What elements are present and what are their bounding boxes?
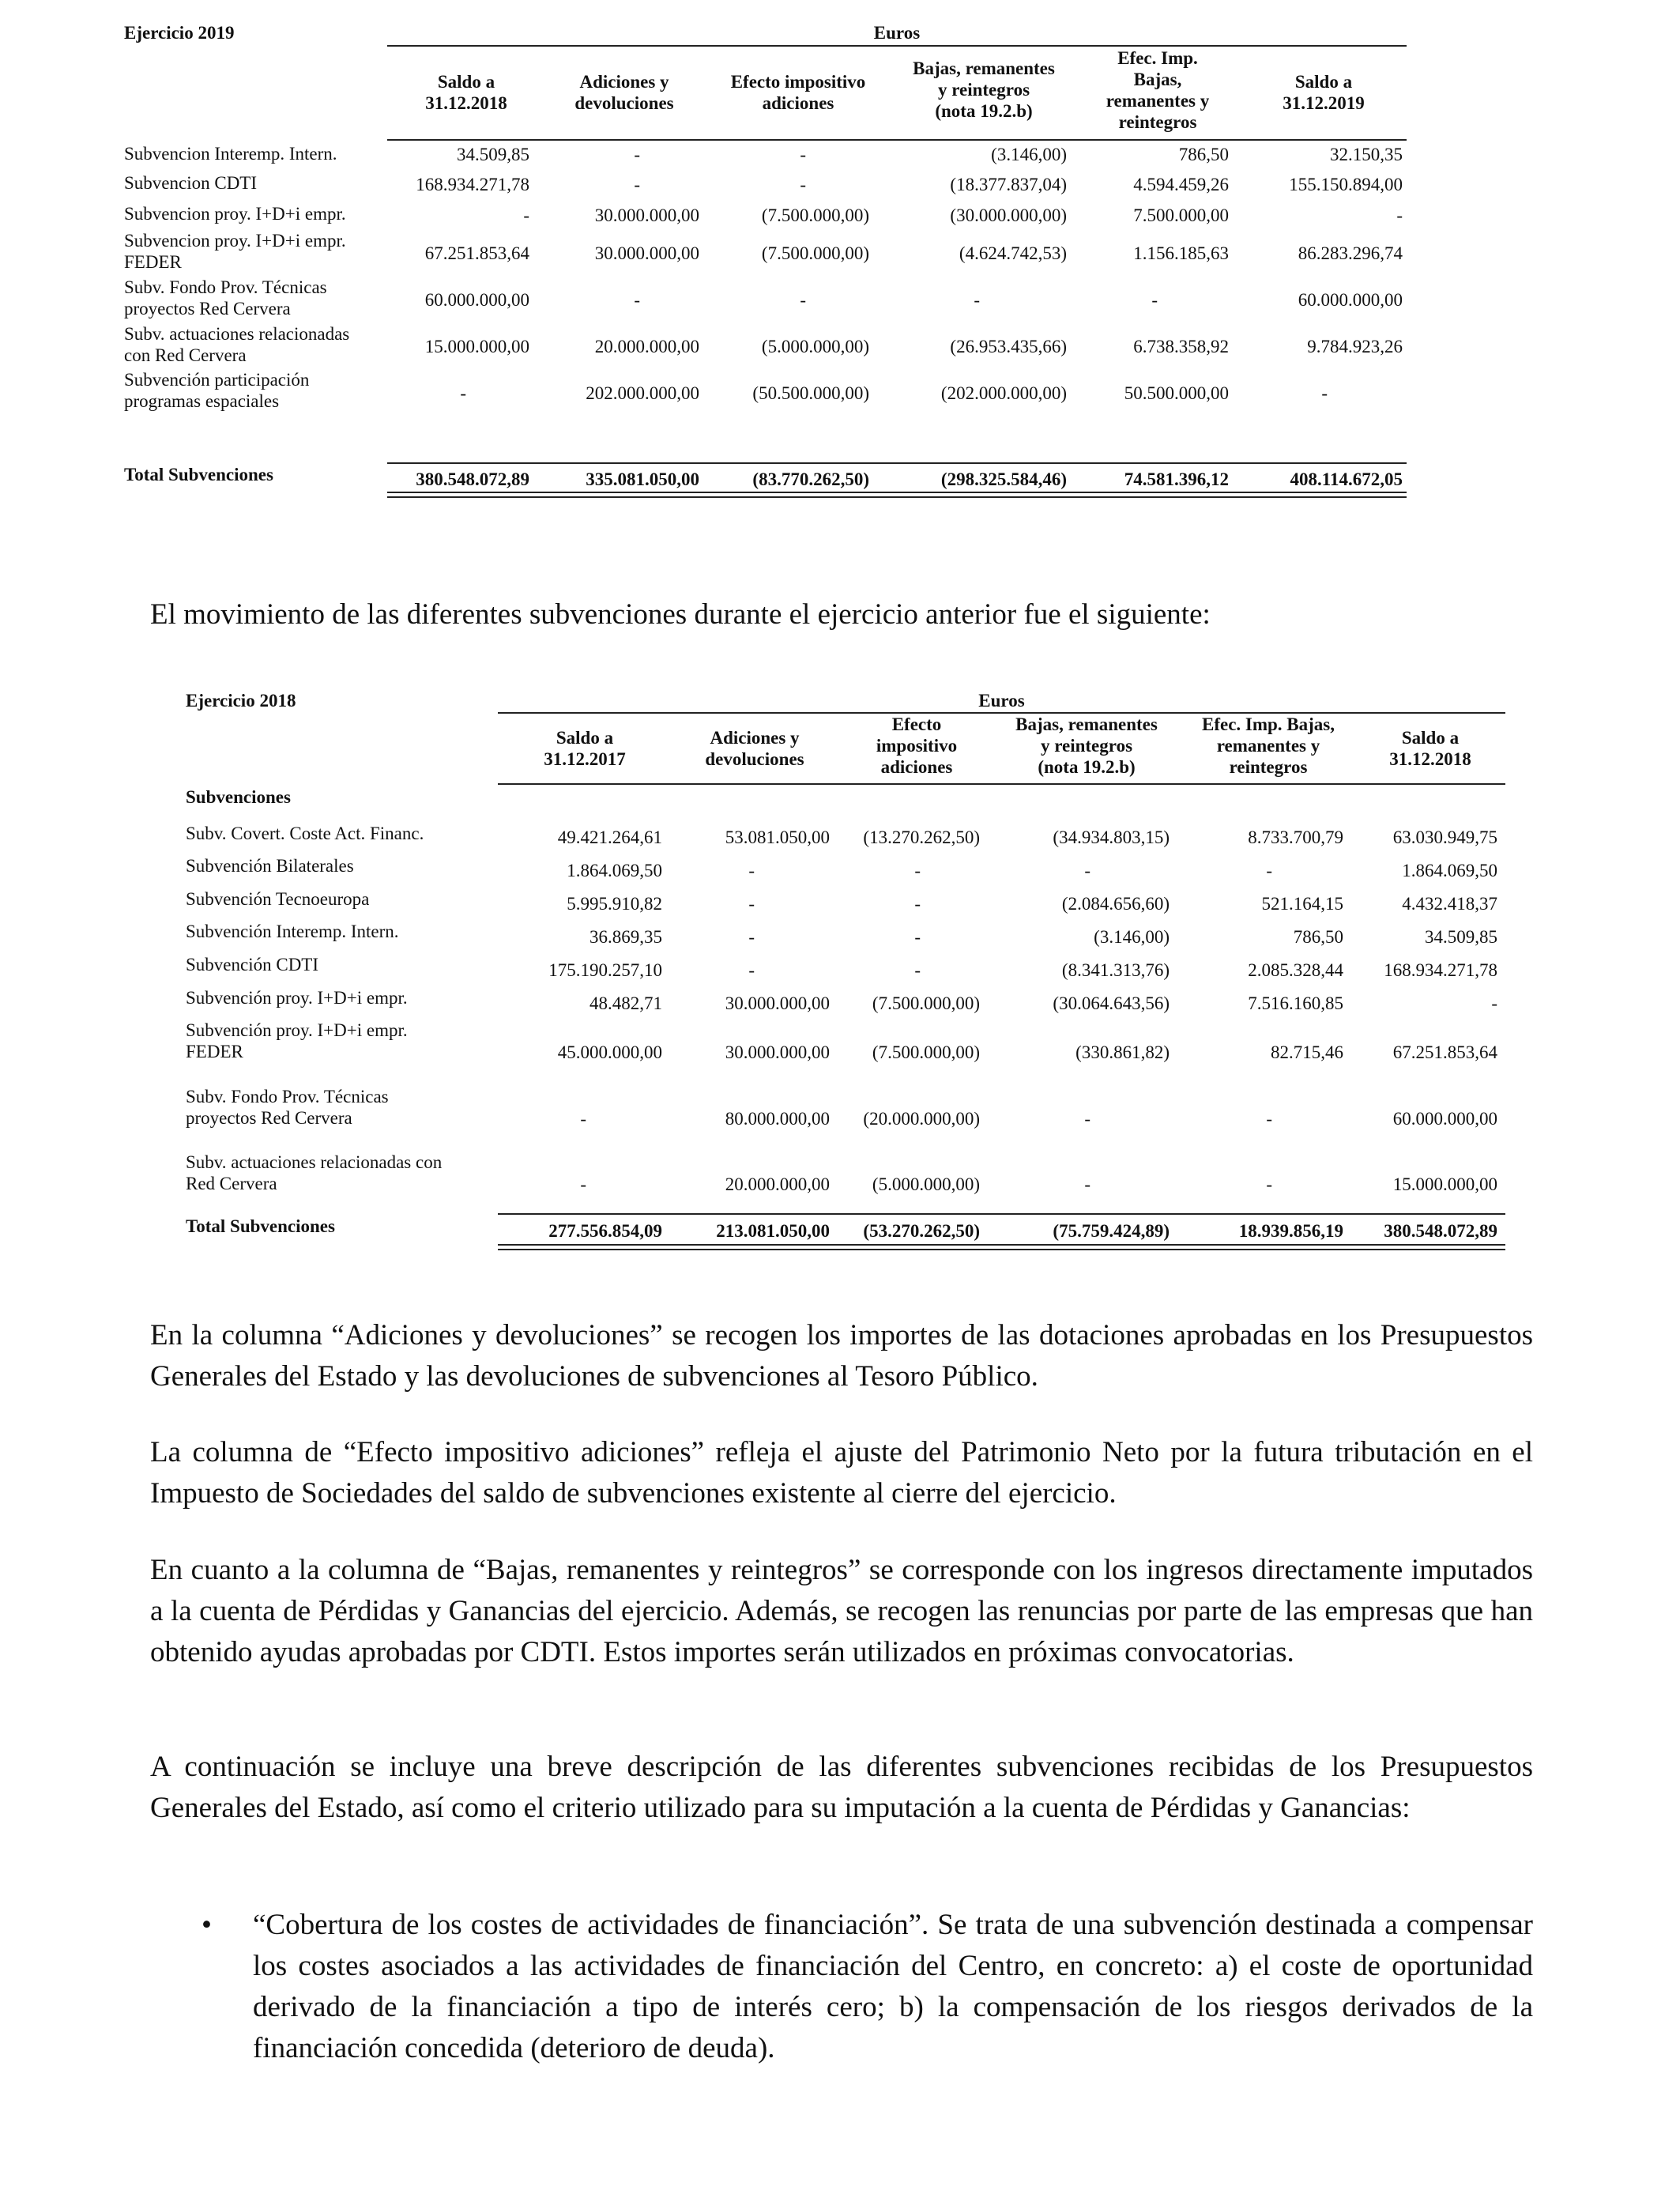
cell: 49.421.264,61 — [557, 827, 662, 847]
total-label: Total Subvenciones — [124, 465, 273, 484]
col-header: Saldo a 31.12.2018 — [425, 72, 507, 113]
cell: 8.733.700,79 — [1248, 827, 1343, 847]
cell: - — [914, 960, 921, 980]
cell: - — [1266, 1109, 1272, 1129]
cell: (7.500.000,00) — [872, 1042, 980, 1062]
cell: 63.030.949,75 — [1392, 827, 1497, 847]
cell: 1.864.069,50 — [1402, 861, 1497, 880]
total-cell: 74.581.396,12 — [1124, 469, 1229, 489]
row-label: Subv. Fondo Prov. Técnicas proyectos Red Cervera — [186, 1087, 389, 1128]
col-header: Saldo a 31.12.2019 — [1283, 72, 1365, 113]
col-header: Saldo a 31.12.2018 — [1389, 728, 1471, 769]
cell: 168.934.271,78 — [416, 175, 529, 194]
col-header: Saldo a 31.12.2017 — [544, 728, 626, 769]
cell: 60.000.000,00 — [424, 290, 529, 310]
cell: 80.000.000,00 — [725, 1109, 830, 1129]
cell: - — [800, 145, 806, 164]
col-header: Efec. Imp. Bajas, remanentes y reintegros — [1106, 48, 1210, 132]
intro-paragraph: El movimiento de las diferentes subvenciones durante el ejercicio anterior fue el siguiente: — [150, 598, 1211, 631]
euros-header: Euros — [978, 691, 1025, 711]
total-cell: 380.548.072,89 — [416, 469, 529, 489]
cell: 786,50 — [1293, 927, 1343, 947]
col-header: Efecto impositivo adiciones — [730, 72, 866, 113]
total-cell: (83.770.262,50) — [752, 469, 869, 489]
cell: 86.283.296,74 — [1298, 243, 1403, 263]
cell: 168.934.271,78 — [1384, 960, 1497, 980]
cell: 50.500.000,00 — [1124, 383, 1229, 403]
cell: - — [523, 205, 529, 225]
row-label: Subv. actuaciones relacionadas con Red Cervera — [124, 324, 350, 365]
cell: (26.953.435,66) — [950, 337, 1067, 356]
cell: 521.164,15 — [1261, 894, 1343, 914]
row-label: Subvención participación programas espaciales — [124, 370, 310, 411]
cell: 9.784.923,26 — [1307, 337, 1403, 356]
row-label: Subvención Tecnoeuropa — [186, 889, 370, 909]
total-cell: 277.556.854,09 — [548, 1221, 662, 1241]
col-header: Efecto impositivo adiciones — [876, 714, 958, 777]
table-title: Ejercicio 2018 — [186, 691, 296, 711]
paragraph-continuacion: A continuación se incluye una breve descripción de las diferentes subvenciones recibidas de los Presupuestos Generales del Estado, así como el criterio utilizado para su imputación a la cuenta de Pérdidas y Ganancias: — [150, 1751, 1533, 1824]
cell: 1.156.185,63 — [1133, 243, 1229, 263]
total-top-rule — [498, 1213, 1505, 1215]
cell: - — [800, 175, 806, 194]
row-label: Subvención proy. I+D+i empr. FEDER — [186, 1020, 408, 1061]
cell: - — [748, 861, 755, 880]
paragraph-adiciones: En la columna “Adiciones y devoluciones” se recogen los importes de las dotaciones aprobadas en los Presupuestos Generales del Estado y las devoluciones de subvenciones al Tesoro Público. — [150, 1319, 1533, 1393]
cell: 7.500.000,00 — [1133, 205, 1229, 225]
cell: 4.594.459,26 — [1133, 175, 1229, 194]
cell: 2.085.328,44 — [1248, 960, 1343, 980]
cell: (3.146,00) — [991, 145, 1067, 164]
cell: 53.081.050,00 — [725, 827, 830, 847]
row-label: Subv. Covert. Coste Act. Financ. — [186, 824, 424, 843]
cell: 202.000.000,00 — [586, 383, 699, 403]
cell: 20.000.000,00 — [594, 337, 699, 356]
euros-header: Euros — [873, 23, 921, 43]
total-cell: 380.548.072,89 — [1384, 1221, 1497, 1241]
col-header: Adiciones y devoluciones — [574, 72, 674, 113]
cell: 155.150.894,00 — [1289, 175, 1403, 194]
cell: 15.000.000,00 — [1392, 1174, 1497, 1194]
cell: 48.482,71 — [590, 993, 662, 1013]
row-label: Subvencion proy. I+D+i empr. FEDER — [124, 231, 346, 272]
row-label: Subvencion proy. I+D+i empr. — [124, 204, 346, 224]
total-double-rule — [498, 1244, 1505, 1250]
cell: - — [1084, 1109, 1090, 1129]
section-label: Subvenciones — [186, 787, 291, 807]
cell: (18.377.837,04) — [950, 175, 1067, 194]
cell: 30.000.000,00 — [594, 205, 699, 225]
cell: (8.341.313,76) — [1061, 960, 1170, 980]
cell: (5.000.000,00) — [761, 337, 869, 356]
cell: 7.516.160,85 — [1248, 993, 1343, 1013]
row-label: Subvención proy. I+D+i empr. — [186, 988, 408, 1008]
col-header: Bajas, remanentes y reintegros (nota 19.2.b) — [1015, 714, 1158, 777]
cell: - — [580, 1174, 586, 1194]
cell: 45.000.000,00 — [557, 1042, 662, 1062]
cell: (2.084.656,60) — [1061, 894, 1170, 914]
cell: (30.000.000,00) — [950, 205, 1067, 225]
cell: 82.715,46 — [1271, 1042, 1343, 1062]
cell: - — [634, 145, 640, 164]
total-label: Total Subvenciones — [186, 1216, 335, 1236]
cell: - — [460, 383, 466, 403]
cell: 32.150,35 — [1330, 145, 1403, 164]
cell: 36.869,35 — [590, 927, 662, 947]
col-header: Adiciones y devoluciones — [705, 728, 804, 769]
cell: (5.000.000,00) — [872, 1174, 980, 1194]
cell: 34.509,85 — [1425, 927, 1497, 947]
cell: (20.000.000,00) — [863, 1109, 980, 1129]
cell: 60.000.000,00 — [1298, 290, 1403, 310]
col-header: Bajas, remanentes y reintegros (nota 19.2.b) — [913, 58, 1055, 121]
cell: - — [634, 290, 640, 310]
cell: 67.251.853,64 — [1392, 1042, 1497, 1062]
cell: 5.995.910,82 — [567, 894, 662, 914]
table-title: Ejercicio 2019 — [124, 23, 235, 43]
cell: - — [634, 175, 640, 194]
cell: (7.500.000,00) — [761, 205, 869, 225]
cell: (34.934.803,15) — [1053, 827, 1170, 847]
cell: - — [914, 861, 921, 880]
row-label: Subvencion Interemp. Intern. — [124, 144, 337, 164]
cell: - — [1084, 1174, 1090, 1194]
cell: (330.861,82) — [1075, 1042, 1170, 1062]
cell: 175.190.257,10 — [548, 960, 662, 980]
cell: (30.064.643,56) — [1053, 993, 1170, 1013]
cell: 4.432.418,37 — [1402, 894, 1497, 914]
paragraph-bajas: En cuanto a la columna de “Bajas, remanentes y reintegros” se corresponde con los ingresos directamente imputados a la cuenta de Pérdidas y Ganancias del ejercicio. Además, se recogen las renuncias por parte de las empresas que han obtenido ayudas aprobadas por CDTI. Estos importes serán utilizados en próximas convocatorias. — [150, 1554, 1533, 1668]
cell: 1.864.069,50 — [567, 861, 662, 880]
cell: - — [1084, 861, 1090, 880]
cell: - — [748, 927, 755, 947]
cell: 15.000.000,00 — [424, 337, 529, 356]
total-cell: 213.081.050,00 — [716, 1221, 830, 1241]
cell: (3.146,00) — [1094, 927, 1170, 947]
cell: - — [1266, 1174, 1272, 1194]
cell: 20.000.000,00 — [725, 1174, 830, 1194]
cell: - — [974, 290, 980, 310]
cell: 786,50 — [1178, 145, 1229, 164]
cell: (7.500.000,00) — [761, 243, 869, 263]
cell: 34.509,85 — [457, 145, 529, 164]
cell: (4.624.742,53) — [959, 243, 1067, 263]
cell: - — [748, 894, 755, 914]
header-bottom-rule — [498, 783, 1505, 785]
cell: - — [914, 894, 921, 914]
cell: 60.000.000,00 — [1392, 1109, 1497, 1129]
paragraph-efecto: La columna de “Efecto impositivo adiciones” refleja el ajuste del Patrimonio Neto por la futura tributación en el Impuesto de Sociedades del saldo de subvenciones existente al cierre del ejercicio. — [150, 1436, 1533, 1510]
cell: 67.251.853,64 — [424, 243, 529, 263]
total-cell: 408.114.672,05 — [1290, 469, 1403, 489]
row-label: Subv. Fondo Prov. Técnicas proyectos Red Cervera — [124, 277, 327, 319]
row-label: Subv. actuaciones relacionadas con Red Cervera — [186, 1152, 443, 1193]
cell: 30.000.000,00 — [725, 1042, 830, 1062]
total-cell: 18.939.856,19 — [1238, 1221, 1343, 1241]
cell: - — [1491, 993, 1497, 1013]
cell: (13.270.262,50) — [863, 827, 980, 847]
total-cell: 335.081.050,00 — [586, 469, 699, 489]
cell: - — [1266, 861, 1272, 880]
cell: 6.738.358,92 — [1133, 337, 1229, 356]
cell: - — [1321, 383, 1328, 403]
cell: - — [748, 960, 755, 980]
row-label: Subvención Bilaterales — [186, 856, 354, 876]
cell: (7.500.000,00) — [872, 993, 980, 1013]
bullet-marker: • — [202, 1909, 212, 1941]
total-cell: (53.270.262,50) — [863, 1221, 980, 1241]
bullet-text: “Cobertura de los costes de actividades de financiación”. Se trata de una subvención destinada a compensar los costes asociados a las actividades de financiación del Centro, en concreto: a) el coste de oportunidad derivado de la financiación a tipo de interés cero; b) la compensación de los riesgos derivados de la financiación concedida (deterioro de deuda). — [253, 1909, 1533, 2064]
cell: - — [1151, 290, 1158, 310]
total-cell: (298.325.584,46) — [940, 469, 1067, 489]
cell: 30.000.000,00 — [594, 243, 699, 263]
cell: - — [580, 1109, 586, 1129]
row-label: Subvención Interemp. Intern. — [186, 922, 399, 941]
cell: - — [800, 290, 806, 310]
cell: - — [1396, 205, 1403, 225]
cell: (50.500.000,00) — [752, 383, 869, 403]
row-label: Subvención CDTI — [186, 955, 319, 974]
cell: - — [914, 927, 921, 947]
cell: 30.000.000,00 — [725, 993, 830, 1013]
row-label: Subvencion CDTI — [124, 173, 258, 193]
cell: (202.000.000,00) — [940, 383, 1067, 403]
col-header: Efec. Imp. Bajas, remanentes y reintegros — [1201, 714, 1335, 777]
total-cell: (75.759.424,89) — [1053, 1221, 1170, 1241]
